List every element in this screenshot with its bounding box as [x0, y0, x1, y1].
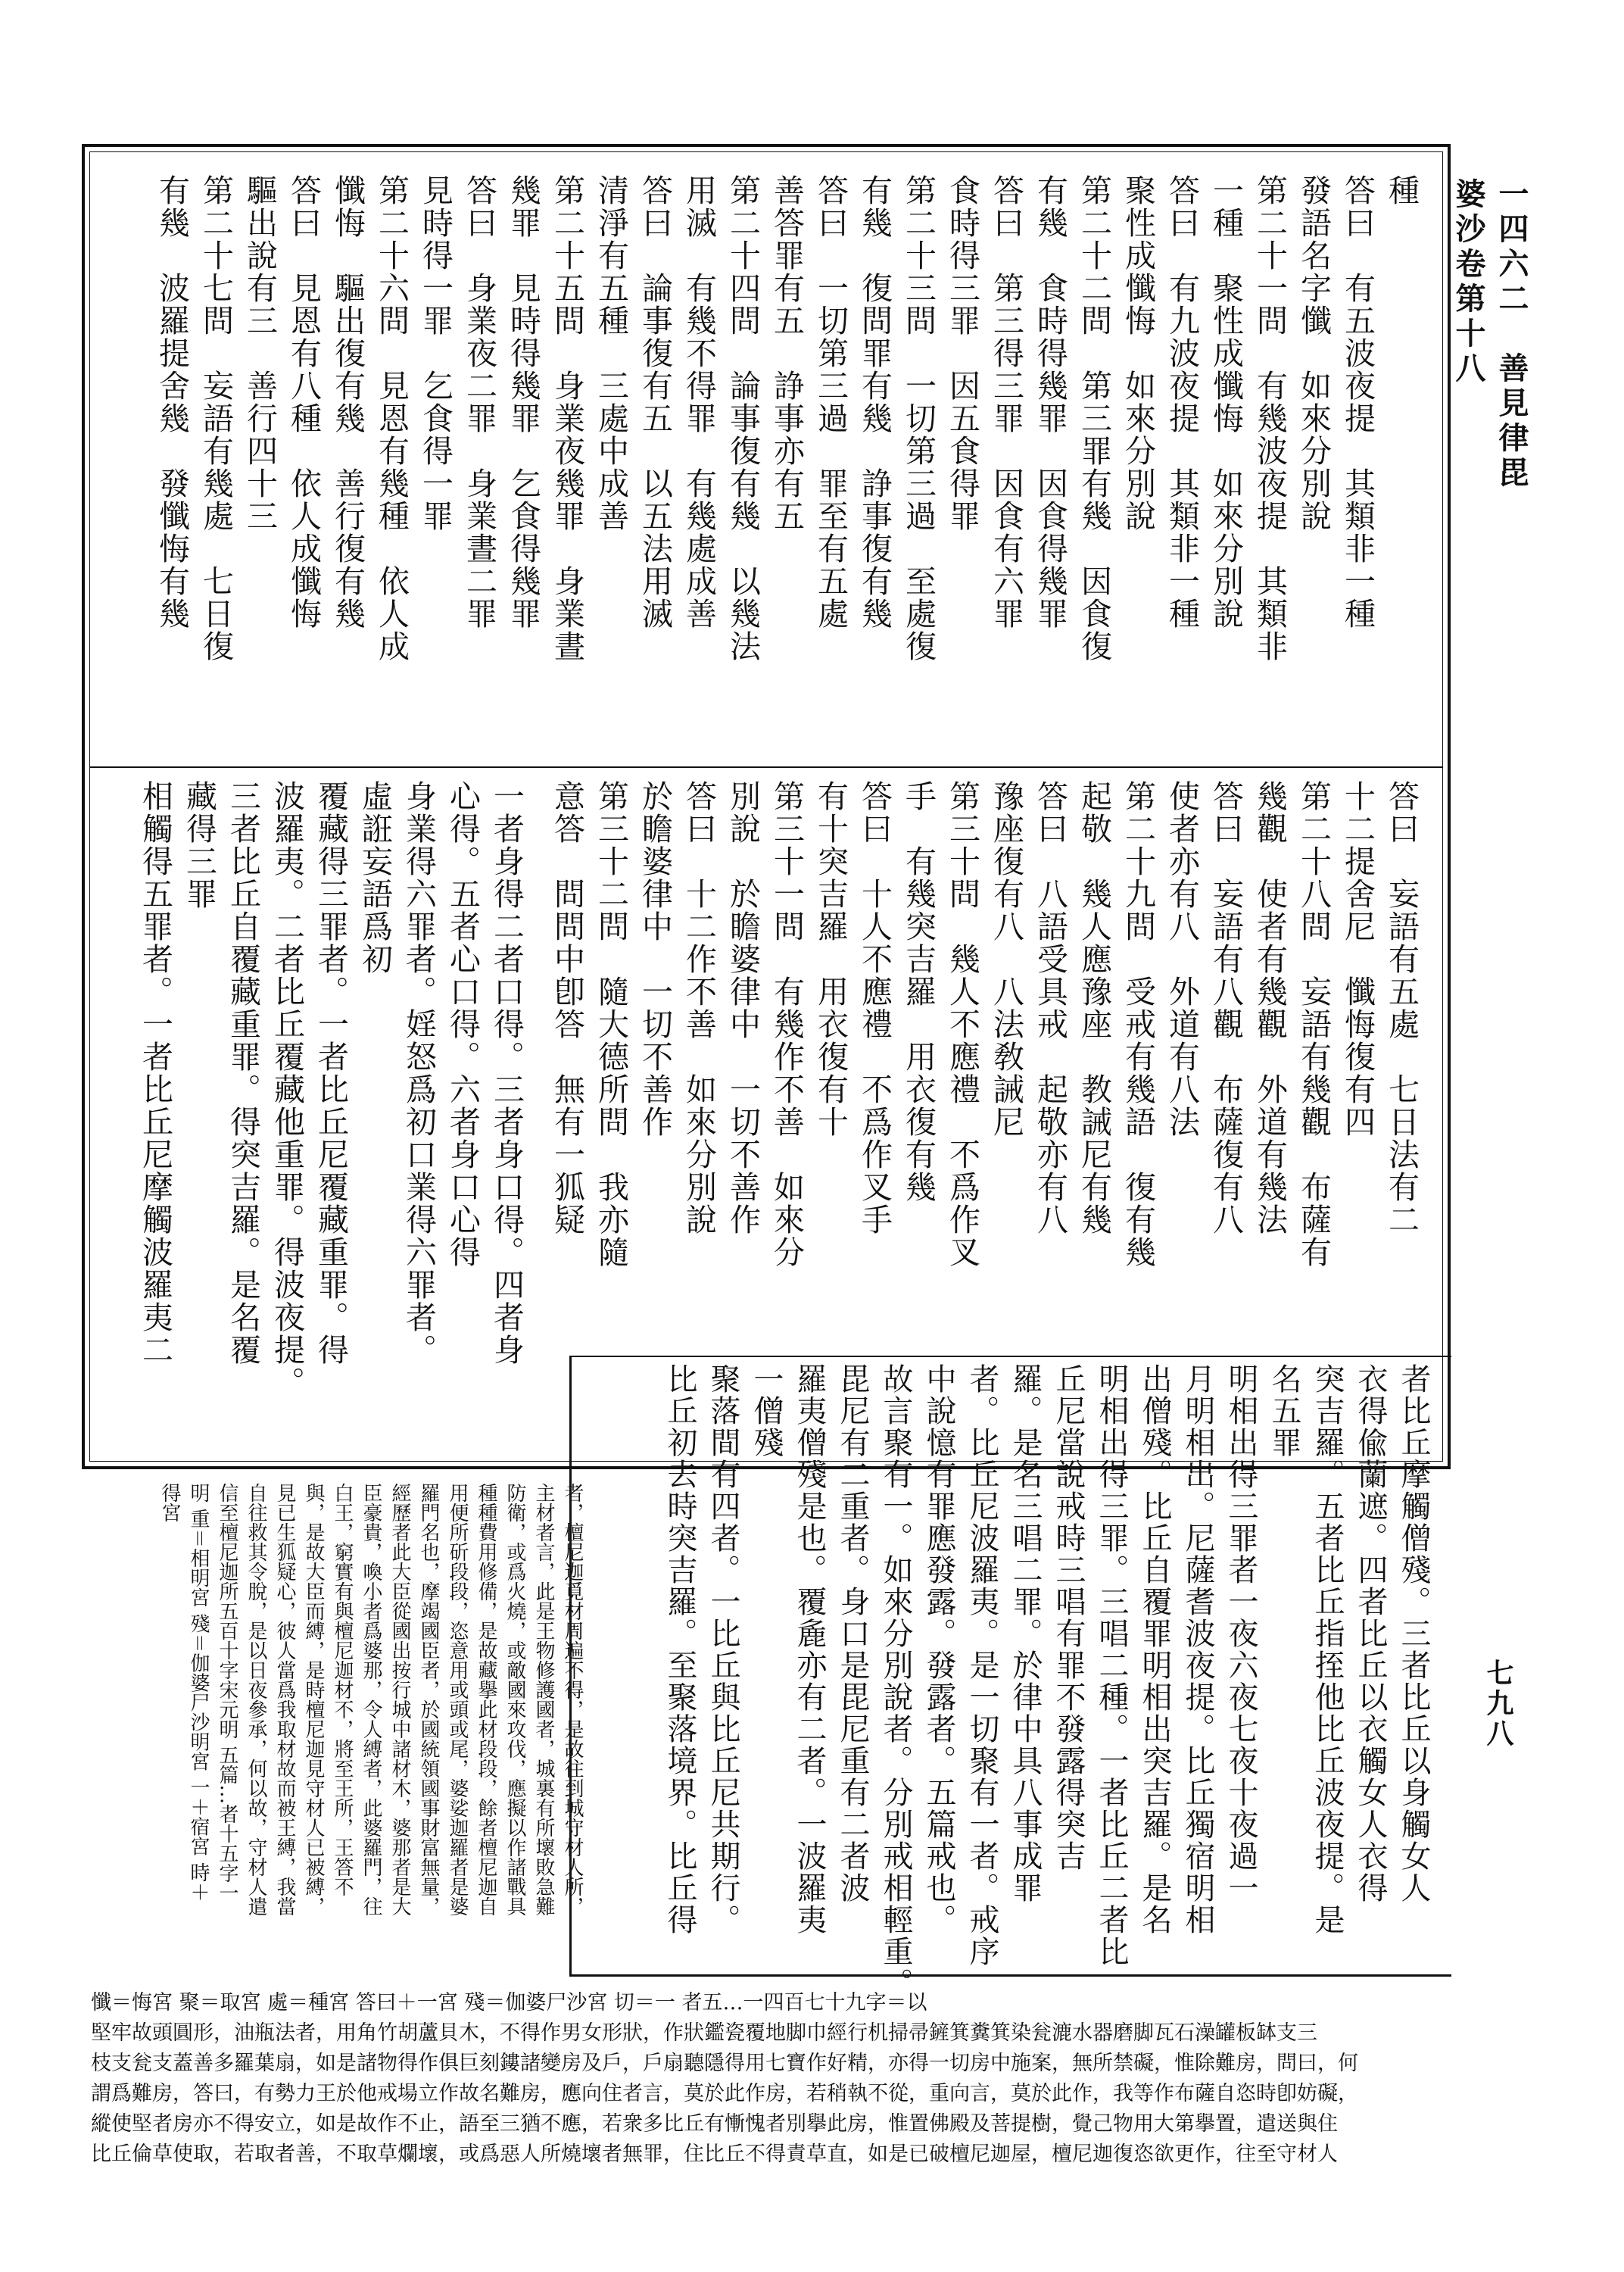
verse-column: 第二十六問 見恩有幾種 依人成: [373, 174, 410, 663]
commentary-column: 月明相出。尼薩耆波夜提。比丘獨宿明相: [1180, 1363, 1215, 1936]
verse-column: 聚性成懺悔 如來分別說: [1120, 174, 1156, 532]
verse-column: 第二十一問 有幾波夜提 其類非: [1252, 174, 1288, 663]
commentary-column: 衣得偸蘭遮。四者比丘以衣觸女人衣得: [1353, 1363, 1388, 1904]
verse-column: 答曰 有九波夜提 其類非一種: [1164, 174, 1200, 630]
verse-column: 答曰 第三得三罪 因食有六罪: [988, 174, 1024, 630]
lower-verse-section: [545, 780, 1423, 1447]
commentary-column: 波羅夷。二者比丘覆藏他重罪。得波夜提。: [269, 780, 305, 1399]
commentary-column: 虛誑妄語爲初: [357, 780, 393, 975]
verse-column: 幾觀 使者有幾觀 外道有幾法: [1252, 780, 1288, 1236]
commentary-column: 心得。五者心口得。六者身口心得: [444, 780, 481, 1269]
footnote-line: 枝支瓮支蓋善多羅葉扇，如是諸物得作俱巨刻鏤諸變房及戶，戶扇聽隱得用七寶作好精，亦得一切房中施案，無所禁礙，惟除難房，問曰，何: [91, 2052, 1358, 2075]
commentary-column: 者。比丘尼波羅夷。是一切聚有一者。戒序: [965, 1363, 999, 1968]
verse-column: 第三十二問 隨大德所問 我亦隨: [593, 780, 629, 1269]
commentary-column: 者比丘摩觸僧殘。三者比丘以身觸女人: [1396, 1363, 1431, 1904]
verse-column: 第二十二問 第三罪有幾 因食復: [1076, 174, 1112, 663]
footnote-line: 懺＝悔宮 聚＝取宮 處＝種宮 答曰＋一宮 殘＝伽婆尸沙宮 切＝一 者五…一四百七十九字＝以: [91, 1991, 927, 2015]
verse-column: 第二十三問 一切第三過 至處復: [900, 174, 937, 663]
commentary-column: 突吉羅。五者比丘指挃他比丘波夜提。是: [1310, 1363, 1345, 1936]
verse-column: 使者亦有八 外道有八法: [1164, 780, 1200, 1138]
commentary-column: 相觸得五罪者。一者比丘尼摩觸波羅夷二: [137, 780, 173, 1366]
commentary-column: 毘尼有二重者。身口是毘尼重有二者波: [835, 1363, 870, 1904]
verse-column: 答曰 妄語有八觀 布薩復有八: [1208, 780, 1244, 1236]
verse-column: 別說 於瞻婆律中 一切不善作: [725, 780, 761, 1236]
footnotes: [91, 1988, 1529, 2185]
commentary-column: 名五罪: [1267, 1363, 1301, 1459]
verse-column: 答曰 有五波夜提 其類非一種: [1339, 174, 1376, 630]
commentary-column: 丘尼當說戒時三唱有罪不發露得突吉: [1051, 1363, 1086, 1872]
verse-column: 幾罪 見時得幾罪 乞食得幾罪: [505, 174, 541, 630]
collation-note-block: 者，檀尼迦覓材周遍不得，是故往到城守材人所，主材者言，此是王物修護國者，城裏有所壞敗急難防衛，或爲火燒，或敵國來攻伐，應擬以作諸戰具種種費用修備，是故藏擧此材段段，餘者檀尼迦自用便所斫段段，恣意用或頭或尾，婆娑迦羅者是婆羅門名也，摩竭國臣者，於國統領國事財富無量，經歷者此大臣從國出按行城中諸材木，婆那者是大臣豪貴，喚小者爲婆那，令人縛者，此婆羅門，往白王，窮實有與檀尼迦材不，將至王所，王答不與，是故大臣而縛，是時檀尼迦見守材人已被縛，見已生狐疑心，彼人當爲我取材故而被王縛，我當自往救其令脫，是以日夜參承，何以故，守材人遣信至檀尼迦所五百十字宋元明 五篇…者十五字一明 重＝相明宮 殘＝伽婆尸沙明宮 一＋宿宮 時＋得宮: [158, 1483, 584, 1916]
verse-column: 答曰 十人不應禮 不爲作叉手: [856, 780, 893, 1236]
verse-column: 起敬 幾人應豫座 教誡尼有幾: [1076, 780, 1112, 1236]
verse-column: 驅出說有三 善行四十三: [242, 174, 278, 532]
upper-verse-section: [106, 174, 1423, 757]
verse-column: 種: [1383, 174, 1420, 207]
commentary-column: 三者比丘自覆藏重罪。得突吉羅。是名覆: [225, 780, 261, 1366]
commentary-column: 一者身得二者口得。三者身口得。四者身: [488, 780, 525, 1366]
verse-column: 清淨有五種 三處中成善: [593, 174, 629, 532]
footnote-line: 縱使堅者房亦不得安立，如是故作不止，語至三猶不應，若衆多比丘有慚愧者別擧此房，惟置佛殿及菩提樹，覺己物用大第擧置，遣送與住: [91, 2112, 1338, 2136]
verse-column: 答曰 身業夜二罪 身業晝二罪: [461, 174, 497, 630]
book-title: 善見律毘婆沙卷第十八: [1451, 178, 1529, 492]
footnote-line: 堅牢故頭圓形，油瓶法者，用角竹胡蘆貝木，不得作男女形狀，作狀鑑瓷覆地脚巾經行机掃帚鏟箕糞箕染瓮漉水器磨脚瓦石澡罐板缽支三: [91, 2021, 1317, 2045]
verse-column: 用滅 有幾不得罪 有幾處成善: [681, 174, 717, 630]
verse-column: 第三十問 幾人不應禮 不爲作叉: [944, 780, 980, 1269]
verse-column: 答曰 論事復有五 以五法用滅: [637, 174, 673, 630]
page-header: [1451, 178, 1533, 496]
commentary-column: 中說憶有罪應發露。發露者。五篇戒也。: [921, 1363, 956, 1936]
page-number-side: 七九八: [1482, 1659, 1514, 1749]
verse-column: 第二十七問 妄語有幾處 七日復: [198, 174, 234, 663]
verse-column: 懺悔 驅出復有幾 善行復有幾: [329, 174, 366, 630]
verse-column: 答曰 妄語有五處 七日法有二: [1383, 780, 1420, 1236]
commentary-column: 藏得三罪: [181, 780, 217, 910]
commentary-left-section: [104, 780, 528, 1447]
verse-column: 答曰 一切第三過 罪至有五處: [812, 174, 849, 630]
verse-column: 發語名字懺 如來分別說: [1295, 174, 1332, 532]
footnote-line: 比丘倫草使取，若取者善，不取草爛壞，或爲惡人所燒壞者無罪，住比丘不得責草直，如是已破檀尼迦屋，檀尼迦復恣欲更作，往至守材人: [91, 2142, 1338, 2166]
section-divider: [89, 766, 1443, 768]
verse-column: 意答 問問中卽答 無有一狐疑: [549, 780, 585, 1236]
verse-column: 善答罪有五 諍事亦有五: [768, 174, 805, 532]
verse-column: 食時得三罪 因五食得罪: [944, 174, 980, 532]
commentary-column: 羅夷僧殘是也。覆麁亦有二者。一波羅夷: [792, 1363, 827, 1936]
verse-column: 有十突吉羅 用衣復有十: [812, 780, 849, 1138]
commentary-column: 比丘初去時突吉羅。至聚落境界。比丘得: [662, 1363, 697, 1936]
verse-column: 答曰 十二作不善 如來分別說: [681, 780, 717, 1236]
verse-column: 有幾 食時得幾罪 因食得幾罪: [1032, 174, 1068, 630]
page-number-top: 一四六二: [1494, 178, 1529, 317]
verse-column: 答曰 見恩有八種 依人成懺悔: [285, 174, 322, 630]
verse-column: 第二十四問 論事復有幾 以幾法: [725, 174, 761, 663]
verse-column: 見時得一罪 乞食得一罪: [417, 174, 454, 532]
footnote-line: 謂爲難房，答曰，有勢力王於他戒場立作故名難房，應向住者言，莫於此作房，若稍執不從，重向言，莫於此作，我等作布薩自恣時卽妨礙，: [91, 2082, 1358, 2105]
commentary-column: 覆藏得三罪者。一者比丘尼覆藏重罪。得: [313, 780, 349, 1366]
verse-column: 第二十五問 身業夜幾罪 身業晝: [549, 174, 585, 663]
commentary-column: 出僧殘。比丘自覆罪明相出突吉羅。是名: [1137, 1363, 1172, 1936]
verse-column: 豫座復有八 八法敎誡尼: [988, 780, 1024, 1138]
verse-column: 有幾 波羅提舍幾 發懺悔有幾: [154, 174, 190, 630]
verse-column: 一種 聚性成懺悔 如來分別說: [1208, 174, 1244, 630]
verse-column: 手 有幾突吉羅 用衣復有幾: [900, 780, 937, 1203]
verse-column: 於瞻婆律中 一切不善作: [637, 780, 673, 1138]
commentary-column: 故言聚有一。如來分別說者。分別戒相輕重。: [878, 1363, 913, 1999]
verse-column: 十二提舍尼 懺悔復有四: [1339, 780, 1376, 1138]
commentary-column: 明相出得三罪者一夜六夜七夜十夜過一: [1223, 1363, 1258, 1904]
commentary-column: 一僧殘: [749, 1363, 784, 1459]
commentary-column: 身業得六罪者。婬怒爲初口業得六罪者。: [401, 780, 437, 1366]
verse-column: 第二十八問 妄語有幾觀 布薩有: [1295, 780, 1332, 1269]
verse-column: 答曰 八語受具戒 起敬亦有八: [1032, 780, 1068, 1236]
verse-column: 第三十一問 有幾作不善 如來分: [768, 780, 805, 1269]
commentary-column: 聚落間有四者。一比丘與比丘尼共期行。: [706, 1363, 740, 1936]
commentary-section: [587, 1363, 1435, 1999]
commentary-column: 羅。是名三唱二罪。於律中具八事成罪: [1008, 1363, 1043, 1904]
verse-column: 有幾 復問罪有幾 諍事復有幾: [856, 174, 893, 630]
commentary-column: 明相出得三罪。三唱二種。一者比丘二者比: [1094, 1363, 1129, 1968]
verse-column: 第二十九問 受戒有幾語 復有幾: [1120, 780, 1156, 1269]
